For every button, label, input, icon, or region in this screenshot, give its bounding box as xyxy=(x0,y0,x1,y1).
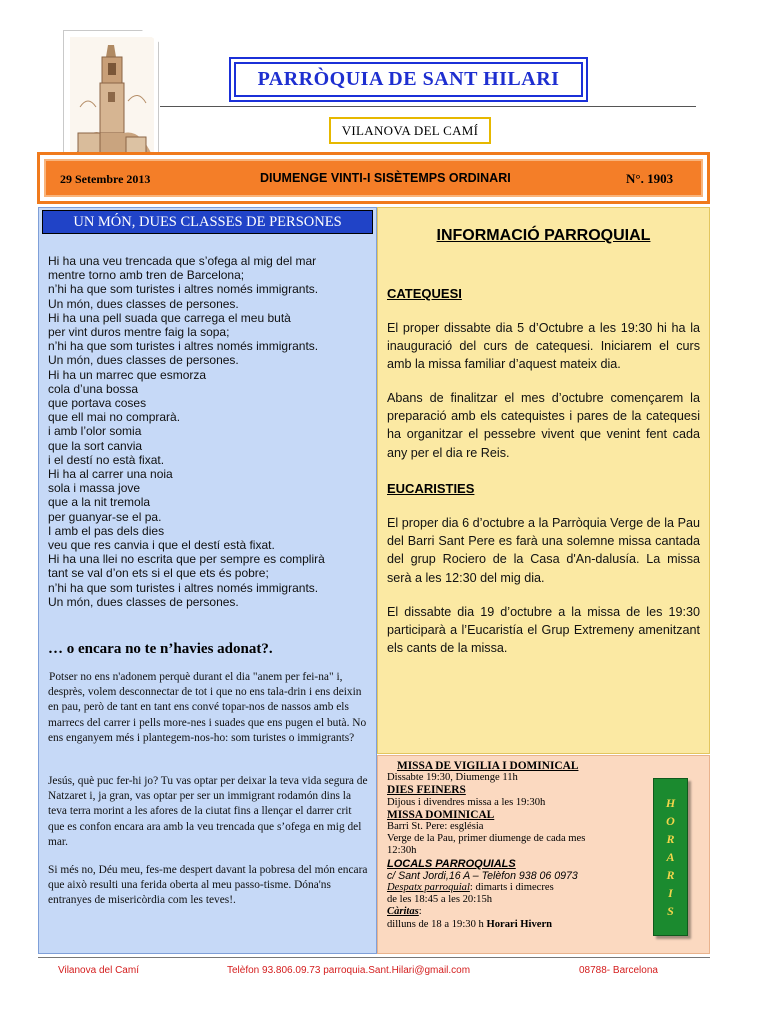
reflection-paragraph: Potser no ens n'adonem perquè durant el dia "anem per fei-na" i, desprès, volem desconnectar de tot i que no ens tala-drin i ens deixin en pau, però de tant en tant ens convé topar-nos de nassos amb els marrecs del carrer i pells more-nes i suades que ens pugen el butà. No ens enganyem més i plantegem-nos-ho: som turistes o immigrants? xyxy=(48,671,367,744)
schedule-line: Dijous i divendres missa a les 19:30h xyxy=(387,796,546,808)
poem-line: tant se val d’on ets si el que ets és pobre; xyxy=(48,566,269,581)
poem xyxy=(48,254,373,609)
left-column xyxy=(38,207,377,954)
horaris-letter: H xyxy=(665,795,676,810)
poem-line: cola d’una bossa xyxy=(48,381,139,396)
poem-line: que la sort canvia xyxy=(48,438,143,453)
left-heading: UN MÓN, DUES CLASSES DE PERSONES xyxy=(42,210,373,234)
schedule-heading: LOCALS PARROQUIALS xyxy=(387,857,516,870)
info-paragraph: El proper dissabte dia 5 d’Octubre a les 19:30 hi ha la inauguració del curs de catequesi. Iniciarem el curs amb la missa familiar d’aquest mateix dia. xyxy=(387,321,700,372)
poem-line: Hi ha una veu trencada que s’ofega al mig del mar xyxy=(48,254,317,268)
poem-line: que a la nit tremola xyxy=(48,495,151,510)
schedule-line: Verge de la Pau, primer diumenge de cada mes xyxy=(387,833,586,845)
caritas-label: Càritas xyxy=(387,906,419,918)
right-column xyxy=(377,207,710,754)
poem-line: veu que res canvia i que el destí està fixat. xyxy=(48,538,275,553)
reflection-paragraph: Si més no, Déu meu, fes-me despert davant la pobresa del món encara que això resulti una ferida oberta al meu passo-tisme. Dóna'ns entranyes de misericòrdia com les teves!. xyxy=(48,864,368,907)
horaris-letter: I xyxy=(668,885,673,900)
poem-line: Un món, dues classes de persones. xyxy=(48,296,239,311)
liturgical-sunday: DIUMENGE VINTI-I SISÈTEMPS ORDINARI xyxy=(260,171,511,185)
poem-line: I amb el pas dels dies xyxy=(48,523,165,538)
footer-divider xyxy=(38,957,710,958)
horaris-letter: O xyxy=(666,813,675,828)
schedule-line: Barri St. Pere: església xyxy=(387,821,484,833)
poem-line: n’hi ha que som turistes i altres només immigrants. xyxy=(48,580,319,595)
schedule-line xyxy=(387,906,652,918)
info-paragraph: El proper dia 6 d’octubre a la Parròquia Verge de la Pau del Barri Sant Pere es farà una solemne missa cantada del grup Rociero de la Casa d'An-dalusía. La missa serà a les 12:30 del mig dia. xyxy=(387,516,700,585)
horaris-letter: S xyxy=(667,903,674,918)
schedule-heading: MISSA DOMINICAL xyxy=(387,808,495,821)
section-heading-catequesi: CATEQUESI xyxy=(387,286,462,301)
info-paragraph: Abans de finalitzar el mes d’octubre començarem la preparació amb els catequistes i pares de la catequesi ha organitzar el pessebre vivent que venint fent cada any per el dia re Reis. xyxy=(387,391,700,460)
info-title: INFORMACIÓ PARROQUIAL xyxy=(436,227,651,244)
schedule-line xyxy=(387,882,652,894)
schedule-box xyxy=(377,755,710,954)
schedule-heading: MISSA DE VIGILIA I DOMINICAL xyxy=(397,760,579,772)
schedule-line: de les 18:45 a les 20:15h xyxy=(387,894,493,906)
poem-line: sola i massa jove xyxy=(48,481,141,496)
issue-date: 29 Setembre 2013 xyxy=(60,172,151,186)
office-days: : dimarts i dimecres xyxy=(469,882,554,894)
caritas-colon: : xyxy=(418,906,422,918)
poem-line: per guanyar-se el pa. xyxy=(48,509,162,524)
poem-line: n’hi ha que som turistes i altres només immigrants. xyxy=(48,339,319,354)
horaris-letter: R xyxy=(666,831,675,846)
horaris-letter: R xyxy=(666,867,675,882)
schedule-line: 12:30h xyxy=(387,845,417,857)
poem-line: que ell mai no comprarà. xyxy=(48,410,181,425)
poem-line: Hi ha un marrec que esmorza xyxy=(48,367,207,382)
issue-bar xyxy=(37,152,710,204)
poem-line: Un món, dues classes de persones. xyxy=(48,594,239,609)
reflection-paragraph: Jesús, què puc fer-hi jo? Tu vas optar per deixar la teva vida segura de Natzaret i, ja gran, vas optar per ser un immigrant rodamón dins la teva terra morint a les afores de la ciutat fins a llençar el darrer crit que es confon encara ara amb la veu trencada que s’ofega en mig del mar. xyxy=(48,775,368,848)
schedule-heading: DIES FEINERS xyxy=(387,784,466,797)
horaris-badge xyxy=(653,778,688,936)
caritas-hours: dilluns de 18 a 19:30 h xyxy=(387,918,487,930)
poem-line: que portava coses xyxy=(48,396,147,411)
reflection-title: … o encara no te n’havies adonat?. xyxy=(48,641,273,657)
title-box xyxy=(229,57,588,102)
section-heading-eucaristies: EUCARISTIES xyxy=(387,481,475,496)
footer-city: 08788- Barcelona xyxy=(579,965,658,976)
footer-contact: Telèfon 93.806.09.73 parroquia.Sant.Hilari@gmail.com xyxy=(227,965,471,976)
poem-line: per vint duros mentre faig la sopa; xyxy=(48,325,230,340)
town-name: VILANOVA DEL CAMÍ xyxy=(341,122,479,138)
poem-line: Un món, dues classes de persones. xyxy=(48,353,239,368)
schedule-line: c/ Sant Jordi,16 A – Telèfon 938 06 0973 xyxy=(387,869,578,882)
poem-line: n’hi ha que som turistes i altres només immigrants. xyxy=(48,282,319,297)
footer-town: Vilanova del Camí xyxy=(58,965,139,976)
office-label: Despatx parroquial xyxy=(387,882,470,894)
header-divider xyxy=(160,106,696,107)
poem-line: Hi ha al carrer una noia xyxy=(48,467,173,482)
poem-line: i el destí no està fixat. xyxy=(48,452,165,467)
winter-schedule: Horari Hivern xyxy=(486,918,553,930)
schedule-line xyxy=(387,919,652,931)
schedule-line: Dissabte 19:30, Diumenge 11h xyxy=(387,772,518,784)
info-paragraph: El dissabte dia 19 d’octubre a la missa de les 19:30 participarà a l’Eucaristía el Grup Extremeny amenitzant els cants de la missa. xyxy=(387,605,700,656)
poem-line: mentre torno amb tren de Barcelona; xyxy=(48,268,245,283)
poem-line: i amb l’olor somia xyxy=(48,424,142,439)
issue-number: N°. 1903 xyxy=(626,171,674,186)
horaris-letter: A xyxy=(666,849,675,864)
page-title: PARRÒQUIA DE SANT HILARI xyxy=(257,68,560,90)
poem-line: Hi ha una pell suada que carrega el meu butà xyxy=(48,310,291,325)
poem-line: Hi ha una llei no escrita que per sempre es complirà xyxy=(48,552,325,567)
subtitle-box xyxy=(329,117,491,144)
